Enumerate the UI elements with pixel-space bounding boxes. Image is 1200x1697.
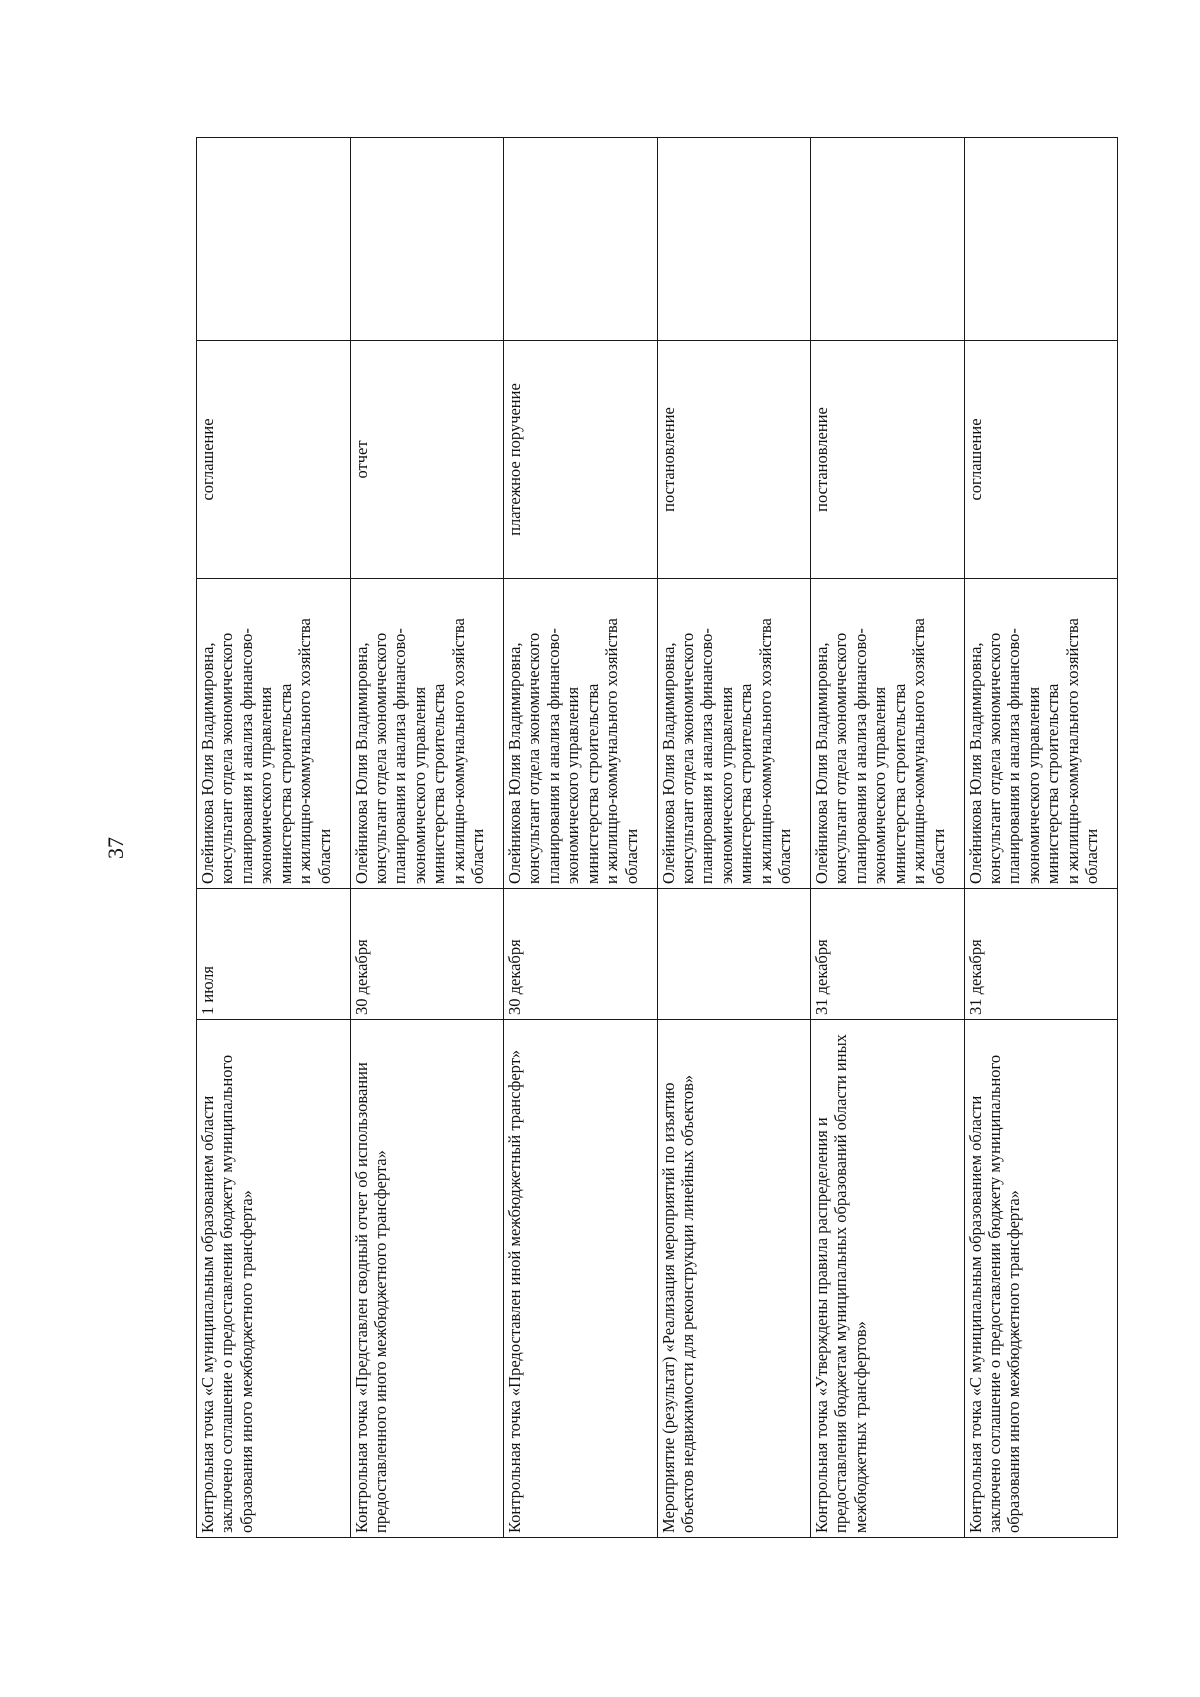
cell-info xyxy=(657,138,811,341)
cell-date: 31 декабря xyxy=(811,889,965,1020)
responsible-line: и жилищно-коммунального хозяйства xyxy=(1062,618,1082,884)
responsible-line: области xyxy=(775,828,795,884)
cell-document: соглашение xyxy=(964,341,1118,579)
cell-document: соглашение xyxy=(197,341,351,579)
rotated-landscape-sheet xyxy=(196,138,1118,1538)
responsible-line: министерства строительства xyxy=(889,683,909,884)
cell-document: отчет xyxy=(350,341,504,579)
responsible-line: министерства строительства xyxy=(736,683,756,884)
responsible-line: министерства строительства xyxy=(1043,683,1063,884)
responsible-line: планирования и анализа финансово- xyxy=(236,628,256,884)
cell-date: 1 июля xyxy=(197,889,351,1020)
responsible-line: консультант отдела экономического xyxy=(370,632,390,884)
table-row xyxy=(504,138,658,1538)
responsible-line: области xyxy=(468,828,488,884)
responsible-line: консультант отдела экономического xyxy=(677,632,697,884)
responsible-line: области xyxy=(928,828,948,884)
cell-name: Контрольная точка «С муниципальным образованием области заключено соглашение о предоставлении бюджету муниципального образования иного межбюджетного трансферта» xyxy=(964,1020,1118,1538)
cell-name: Контрольная точка «Утверждены правила распределения и предоставления бюджетам муниципальных образований области иных межбюджетных трансфертов» xyxy=(811,1020,965,1538)
responsible-line: экономического управления xyxy=(1023,686,1043,884)
responsible-line: Олейникова Юлия Владимировна, xyxy=(351,642,371,884)
table-row xyxy=(197,138,351,1538)
table-row xyxy=(964,138,1118,1538)
responsible-line: экономического управления xyxy=(256,686,276,884)
cell-date xyxy=(657,889,811,1020)
responsible-line: Олейникова Юлия Владимировна, xyxy=(965,642,985,884)
responsible-line: Олейникова Юлия Владимировна, xyxy=(198,642,217,884)
responsible-line: министерства строительства xyxy=(275,683,295,884)
responsible-line: и жилищно-коммунального хозяйства xyxy=(755,618,775,884)
responsible-line: Олейникова Юлия Владимировна, xyxy=(812,642,831,884)
table-row xyxy=(350,138,504,1538)
page-number: 37 xyxy=(103,837,128,859)
table-row xyxy=(811,138,965,1538)
responsible-line: экономического управления xyxy=(716,686,736,884)
cell-document: платежное поручение xyxy=(504,341,658,579)
cell-info xyxy=(350,138,504,341)
responsible-line: и жилищно-коммунального хозяйства xyxy=(295,618,315,884)
responsible-line: планирования и анализа финансово- xyxy=(1004,628,1024,884)
table-row xyxy=(657,138,811,1538)
cell-document: постановление xyxy=(657,341,811,579)
responsible-line: планирования и анализа финансово- xyxy=(697,628,717,884)
cell-responsible xyxy=(964,579,1118,889)
responsible-line: планирования и анализа финансово- xyxy=(850,628,870,884)
responsible-line: Олейникова Юлия Владимировна, xyxy=(658,642,678,884)
cell-info xyxy=(964,138,1118,341)
responsible-line: области xyxy=(621,828,641,884)
cell-date: 30 декабря xyxy=(504,889,658,1020)
control-points-table xyxy=(196,137,1118,1538)
cell-responsible xyxy=(504,579,658,889)
responsible-line: консультант отдела экономического xyxy=(217,632,237,884)
responsible-line: планирования и анализа финансово- xyxy=(390,628,410,884)
responsible-line: экономического управления xyxy=(409,686,429,884)
cell-info xyxy=(504,138,658,341)
responsible-line: Олейникова Юлия Владимировна, xyxy=(505,642,524,884)
responsible-line: консультант отдела экономического xyxy=(524,632,544,884)
responsible-line: и жилищно-коммунального хозяйства xyxy=(602,618,622,884)
cell-date: 31 декабря xyxy=(964,889,1118,1020)
responsible-line: области xyxy=(314,828,334,884)
cell-name: Контрольная точка «С муниципальным образованием области заключено соглашение о предоставлении бюджету муниципального образования иного межбюджетного трансферта» xyxy=(197,1020,351,1538)
responsible-line: экономического управления xyxy=(870,686,890,884)
cell-info xyxy=(197,138,351,341)
cell-responsible xyxy=(350,579,504,889)
responsible-line: экономического управления xyxy=(563,686,583,884)
responsible-line: и жилищно-коммунального хозяйства xyxy=(448,618,468,884)
responsible-line: министерства строительства xyxy=(429,683,449,884)
cell-responsible xyxy=(197,579,351,889)
responsible-line: и жилищно-коммунального хозяйства xyxy=(909,618,929,884)
responsible-line: консультант отдела экономического xyxy=(831,632,851,884)
responsible-line: министерства строительства xyxy=(582,683,602,884)
cell-date: 30 декабря xyxy=(350,889,504,1020)
cell-document: постановление xyxy=(811,341,965,579)
responsible-line: области xyxy=(1082,828,1102,884)
cell-responsible xyxy=(811,579,965,889)
cell-name: Контрольная точка «Представлен сводный отчет об использовании предоставленного иного межбюджетного трансферта» xyxy=(350,1020,504,1538)
cell-info xyxy=(811,138,965,341)
cell-name: Контрольная точка «Предоставлен иной межбюджетный трансферт» xyxy=(504,1020,658,1538)
responsible-line: планирования и анализа финансово- xyxy=(543,628,563,884)
cell-name: Мероприятие (результат) «Реализация мероприятий по изъятию объектов недвижимости для реконструкции линейных объектов» xyxy=(657,1020,811,1538)
responsible-line: консультант отдела экономического xyxy=(984,632,1004,884)
cell-responsible xyxy=(657,579,811,889)
